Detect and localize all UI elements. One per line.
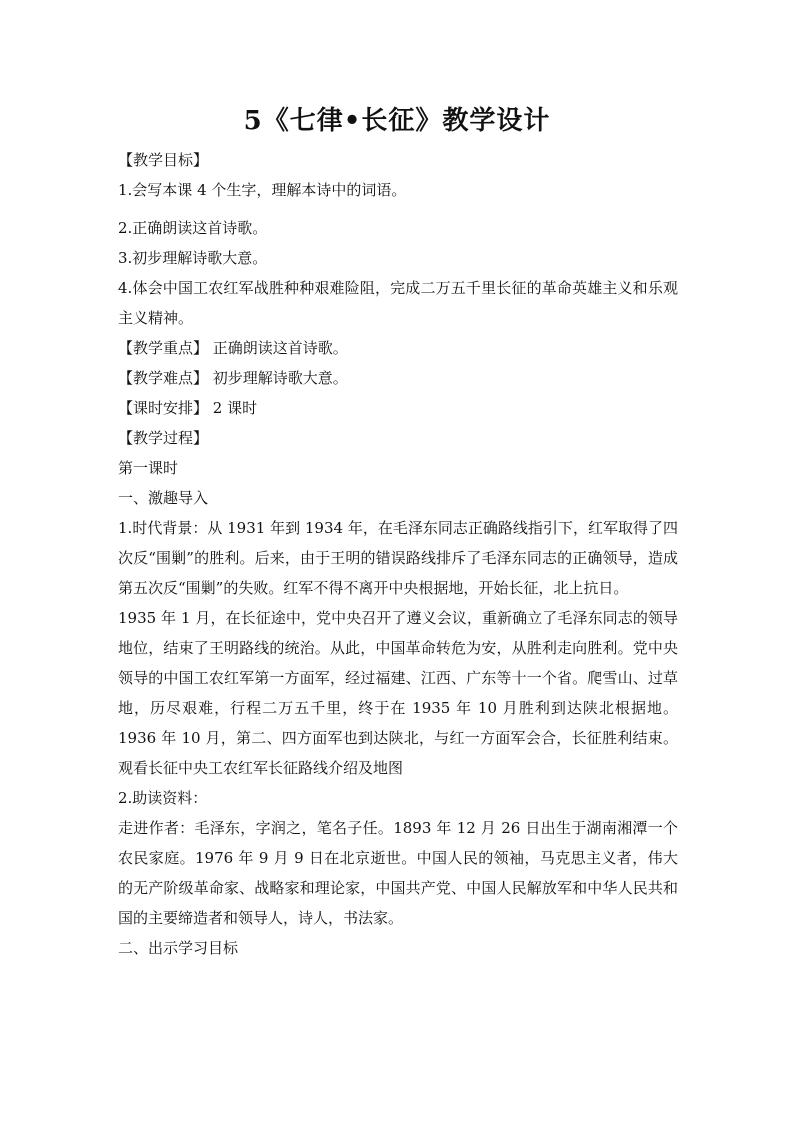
step-two-heading: 二、出示学习目标	[118, 939, 239, 957]
document-body	[118, 145, 678, 963]
difficulty-line: 【教学难点】 初步理解诗歌大意。	[118, 369, 348, 387]
history-paragraph: 1935 年 1 月，在长征途中，党中央召开了遵义会议，重新确立了毛泽东同志的领导地位，结束了王明路线的统治。从此，中国革命转危为安，从胜利走向胜利。党中央领导的中国工农红军第一方面军，经过福建、江西、广东等十一个省。爬雪山、过草地，历尽艰难，行程二万五千里，终于在 1935 年 10 月胜利到达陕北根据地。1936 年 10 月，第二、四方面军也到达陕北，与红一方面军会合，长征胜利结束。 观看长征中央工农红军长征路线介绍及地图	[118, 609, 678, 777]
author-paragraph: 走进作者：毛泽东，字润之，笔名子任。1893 年 12 月 26 日出生于湖南湘潭一个农民家庭。1976 年 9 月 9 日在北京逝世。中国人民的领袖，马克思主义者，伟大的无产阶级革命家、战略家和理论家，中国共产党、中国人民解放军和中华人民共和国的主要缔造者和领导人，诗人，书法家。	[118, 819, 678, 927]
objective-item-1: 1.会写本课 4 个生字，理解本诗中的词语。	[118, 181, 407, 199]
objective-item-2: 2.正确朗读这首诗歌。	[118, 219, 268, 237]
key-point-line: 【教学重点】 正确朗读这首诗歌。	[118, 339, 348, 357]
schedule-line: 【课时安排】 2 课时	[118, 399, 258, 417]
page-title: 5《七律•长征》教学设计	[243, 106, 551, 136]
reading-material-heading: 2.助读资料：	[118, 789, 208, 807]
section-heading-objectives: 【教学目标】	[118, 151, 209, 169]
section-heading-process: 【教学过程】	[118, 429, 209, 447]
objective-item-4: 4.体会中国工农红军战胜种种艰难险阻，完成二万五千里长征的革命英雄主义和乐观主义精神。	[118, 279, 678, 327]
objective-item-3: 3.初步理解诗歌大意。	[118, 249, 268, 267]
lesson-one-heading: 第一课时	[118, 459, 179, 477]
background-paragraph: 1.时代背景：从 1931 年到 1934 年，在毛泽东同志正确路线指引下，红军取得了四次反“围剿”的胜利。后来，由于王明的错误路线排斥了毛泽东同志的正确领导，造成第五次反“围剿”的失败。红军不得不离开中央根据地，开始长征，北上抗日。	[118, 519, 678, 597]
step-one-heading: 一、激趣导入	[118, 489, 209, 507]
